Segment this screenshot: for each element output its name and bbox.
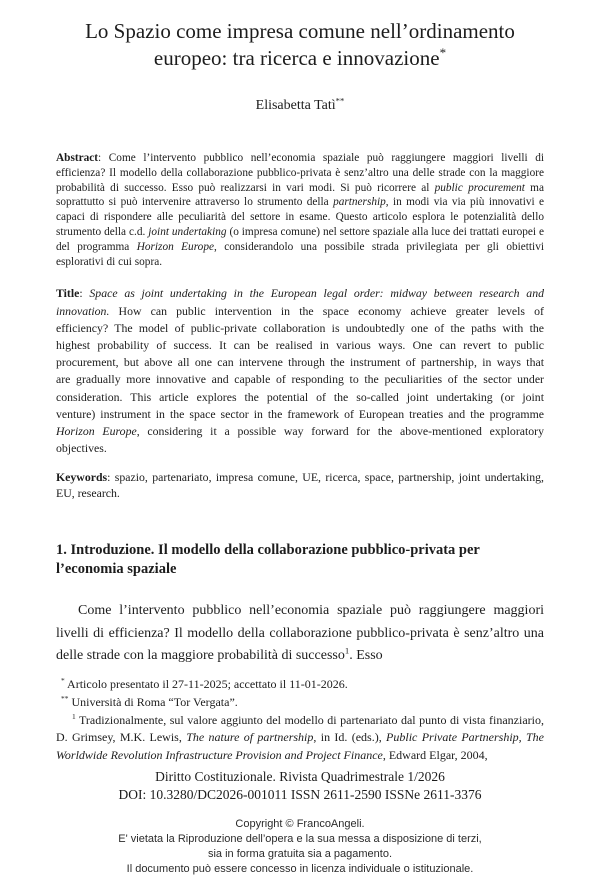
body-paragraph: Come l’intervento pubblico nell’economia spaziale può raggiungere maggiori livelli di efficienza? Il modello della collaborazione pubblico-privata è senz’altro una delle strade con la maggiore probabilità di successo$^1$. Esso — [56, 603, 544, 663]
title-footnote-mark: * — [439, 45, 447, 60]
author-footnote-mark: ** — [335, 95, 345, 106]
journal-info — [0, 768, 600, 803]
footnote-1: $^1$ Tradizionalmente, sul valore aggiunto del modello di partenariato dal punto di vista finanziario, D. Grimsey, M.K. Lewis, The nature of partnership, in Id. (eds.), Public Private Partnership, The Worldwide Revolution Infrastructure Provision and Project Finance, Edward Elgar, 2004, — [56, 711, 545, 763]
author-name — [56, 95, 544, 114]
english-abstract-paragraph: Title: Space as joint undertaking in the European legal order: midway between research and innovation. How can public intervention in the space economy achieve greater levels of efficiency? The model of public-private collaboration is undoubtedly one of the paths with the highest probability of success. It can be realised in various ways. One can revert to public procurement, but above all one can intervene through the instrument of partnership, in ways that are gradually more innovative and capable of responding to the peculiarities of the sector under consideration. This article explores the potential of the so-called joint undertaking (or joint venture) instrument in the space sector in the framework of European treaties and the programme Horizon Europe, considering it a possible way forward for the above-mentioned exploratory objectives. — [56, 286, 544, 456]
copyright-notice — [0, 817, 600, 877]
author-text: Elisabetta Tatì — [255, 98, 336, 113]
copyright-line-1: Copyright © FrancoAngeli. — [235, 818, 365, 830]
journal-name-line: Diritto Costituzionale. Rivista Quadrimestrale 1/2026 — [155, 769, 445, 784]
title-text: Lo Spazio come impresa comune nell’ordinamento europeo: tra ricerca e innovazione — [85, 19, 515, 70]
footnotes-block — [56, 676, 544, 765]
copyright-line-2: E' vietata la Riproduzione dell’opera e la sua messa a disposizione di terzi, — [118, 833, 482, 845]
section-heading: 1. Introduzione. Il modello della collaborazione pubblico-privata per l’economia spaziale — [56, 542, 480, 578]
footnote-double-star: ** Università di Roma “Tor Vergata”. — [61, 693, 238, 709]
copyright-line-3: sia in forma gratuita sia a pagamento. — [207, 848, 393, 860]
page-title — [56, 18, 544, 72]
keywords-paragraph: Keywords: spazio, partenariato, impresa comune, UE, ricerca, space, partnership, joint undertaking, EU, research. — [56, 470, 544, 500]
copyright-line-4: Il documento può essere concesso in licenza individuale o istituzionale. — [126, 863, 474, 875]
abstract-paragraph: Abstract: Come l’intervento pubblico nell’economia spaziale può raggiungere maggiori livelli di efficienza? Il modello della collaborazione pubblico-privata è senz’altro una delle strade con la maggiore probabilità di successo. Esso può realizzarsi in vari modi. Si può ricorrere al public procurement ma soprattutto si può intervenire attraverso lo strumento della partnership, in modi via via più innovativi e capaci di rispondere alle peculiarità del settore in esame. Questo articolo esplora le potenzialità dello strumento della c.d. joint undertaking (o impresa comune) nel settore spaziale alla luce dei trattati europei e del programma Horizon Europe, considerandolo una possibile strada privilegiata per gli obiettivi esplorativi di cui sopra. — [56, 152, 545, 268]
footnote-star: * Articolo presentato il 27-11-2025; accettato il 11-01-2026. — [61, 676, 348, 691]
journal-doi-line: DOI: 10.3280/DC2026-001011 ISSN 2611-2590 ISSNe 2611-3376 — [118, 786, 482, 802]
